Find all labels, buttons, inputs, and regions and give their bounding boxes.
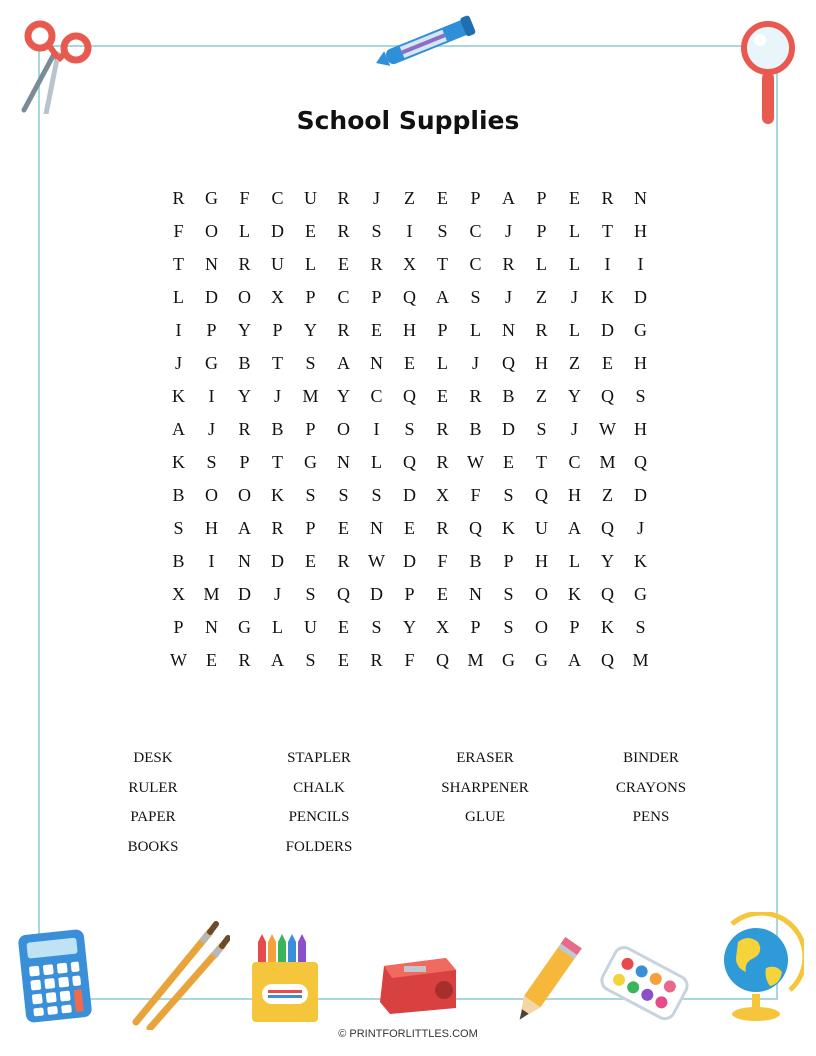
grid-letter: G	[634, 584, 647, 604]
grid-letter: T	[272, 452, 283, 472]
grid-letter: E	[371, 320, 382, 340]
grid-letter: Q	[601, 386, 614, 406]
grid-letter: L	[569, 254, 580, 274]
grid-letter: N	[370, 518, 383, 538]
pen-icon	[370, 14, 486, 70]
grid-letter: O	[205, 221, 218, 241]
grid-letter: R	[337, 188, 350, 208]
grid-letter: Z	[602, 485, 613, 505]
grid-letter: D	[403, 551, 416, 571]
grid-letter: D	[271, 221, 284, 241]
page-title: School Supplies	[296, 106, 520, 135]
grid-letter: Q	[535, 485, 548, 505]
grid-letter: H	[634, 419, 647, 439]
grid-letter: P	[305, 419, 316, 439]
grid-letter: X	[172, 584, 185, 604]
grid-letter: T	[173, 254, 184, 274]
grid-letter: D	[271, 551, 284, 571]
grid-letter: Q	[634, 452, 647, 472]
grid-letter: Y	[403, 617, 416, 637]
grid-letter: R	[271, 518, 284, 538]
grid-letter: I	[373, 419, 380, 439]
grid-letter: Q	[469, 518, 482, 538]
word-list-item: RULER	[128, 779, 178, 796]
grid-letter: R	[238, 650, 251, 670]
grid-letter: U	[535, 518, 548, 538]
word-list-item: PAPER	[130, 809, 176, 825]
word-list-item: BOOKS	[127, 838, 179, 855]
grid-letter: N	[205, 617, 218, 637]
grid-letter: E	[404, 518, 415, 538]
grid-letter: Y	[238, 386, 251, 406]
grid-letter: L	[272, 617, 283, 637]
grid-letter: K	[172, 386, 185, 406]
grid-letter: O	[535, 584, 548, 604]
grid-letter: R	[502, 254, 515, 274]
grid-letter: H	[535, 353, 548, 373]
grid-letter: R	[370, 650, 383, 670]
grid-letter: Y	[238, 320, 251, 340]
grid-letter: J	[174, 353, 182, 373]
grid-letter: B	[172, 485, 185, 505]
grid-letter: Y	[304, 320, 317, 340]
grid-letter: A	[568, 518, 581, 538]
grid-letter: R	[172, 188, 185, 208]
grid-letter: J	[471, 353, 479, 373]
grid-letter: T	[272, 353, 283, 373]
word-list-item: PENCILS	[288, 809, 350, 825]
grid-letter: D	[403, 485, 416, 505]
grid-letter: E	[437, 386, 448, 406]
grid-letter: O	[205, 485, 218, 505]
grid-letter: H	[403, 320, 416, 340]
grid-letter: T	[536, 452, 547, 472]
word-list-item: BINDER	[623, 750, 679, 766]
grid-letter: Z	[536, 386, 547, 406]
grid-letter: M	[203, 584, 220, 604]
grid-letter: H	[634, 221, 647, 241]
grid-letter: I	[406, 221, 413, 241]
grid-letter: D	[502, 419, 515, 439]
grid-letter: H	[205, 518, 218, 538]
grid-letter: J	[372, 188, 380, 208]
grid-letter: K	[502, 518, 515, 538]
grid-letter: B	[238, 353, 251, 373]
grid-letter: A	[337, 353, 350, 373]
grid-letter: M	[599, 452, 616, 472]
grid-letter: S	[503, 584, 514, 604]
grid-letter: J	[570, 419, 578, 439]
grid-letter: A	[172, 419, 185, 439]
grid-letter: L	[569, 551, 580, 571]
grid-letter: G	[304, 452, 317, 472]
grid-letter: E	[437, 188, 448, 208]
grid-letter: N	[205, 254, 218, 274]
grid-letter: R	[469, 386, 482, 406]
grid-letter: E	[338, 650, 349, 670]
grid-letter: S	[305, 584, 316, 604]
grid-letter: P	[470, 188, 481, 208]
grid-letter: T	[602, 221, 613, 241]
word-list	[70, 750, 734, 868]
grid-letter: F	[239, 188, 250, 208]
grid-letter: C	[469, 221, 482, 241]
watercolor-palette-icon	[596, 940, 692, 1028]
grid-letter: Q	[403, 452, 416, 472]
grid-letter: Q	[436, 650, 449, 670]
grid-letter: G	[238, 617, 251, 637]
grid-letter: E	[206, 650, 217, 670]
grid-letter: K	[601, 617, 614, 637]
grid-letter: D	[634, 485, 647, 505]
grid-letter: S	[404, 419, 415, 439]
grid-letter: L	[239, 221, 250, 241]
grid-letter: S	[371, 617, 382, 637]
grid-letter: I	[175, 320, 182, 340]
grid-letter: F	[437, 551, 448, 571]
word-search-grid	[162, 182, 657, 677]
grid-letter: S	[635, 617, 646, 637]
grid-letter: Q	[601, 584, 614, 604]
grid-letter: S	[470, 287, 481, 307]
grid-letter: P	[272, 320, 283, 340]
grid-letter: S	[503, 617, 514, 637]
grid-letter: S	[503, 485, 514, 505]
grid-letter: J	[504, 221, 512, 241]
grid-letter: O	[337, 419, 350, 439]
grid-letter: E	[503, 452, 514, 472]
grid-letter: H	[568, 485, 581, 505]
grid-letter: N	[502, 320, 515, 340]
grid-letter: F	[173, 221, 184, 241]
globe-icon	[712, 912, 804, 1024]
grid-letter: K	[172, 452, 185, 472]
grid-letter: M	[467, 650, 484, 670]
grid-letter: C	[469, 254, 482, 274]
grid-letter: S	[536, 419, 547, 439]
grid-letter: K	[601, 287, 614, 307]
grid-letter: N	[634, 188, 647, 208]
pencil-icon	[506, 930, 586, 1034]
grid-letter: S	[338, 485, 349, 505]
grid-letter: Z	[404, 188, 415, 208]
grid-letter: C	[271, 188, 284, 208]
grid-letter: K	[634, 551, 647, 571]
grid-letter: L	[470, 320, 481, 340]
grid-letter: P	[437, 320, 448, 340]
grid-letter: S	[206, 452, 217, 472]
word-list-item: PENS	[632, 809, 670, 825]
grid-letter: E	[404, 353, 415, 373]
grid-letter: S	[635, 386, 646, 406]
grid-letter: X	[436, 617, 449, 637]
grid-letter: I	[208, 386, 215, 406]
grid-letter: F	[404, 650, 415, 670]
grid-letter: K	[568, 584, 581, 604]
grid-letter: A	[271, 650, 284, 670]
grid-letter: X	[403, 254, 416, 274]
grid-letter: T	[437, 254, 448, 274]
grid-letter: G	[535, 650, 548, 670]
grid-letter: R	[370, 254, 383, 274]
grid-letter: G	[205, 353, 218, 373]
grid-letter: Q	[337, 584, 350, 604]
grid-letter: E	[437, 584, 448, 604]
grid-letter: C	[568, 452, 581, 472]
grid-letter: J	[636, 518, 644, 538]
grid-letter: P	[239, 452, 250, 472]
grid-letter: E	[338, 617, 349, 637]
grid-letter: R	[436, 419, 449, 439]
grid-letter: Q	[403, 386, 416, 406]
grid-letter: A	[502, 188, 515, 208]
grid-letter: S	[371, 485, 382, 505]
grid-letter: P	[305, 287, 316, 307]
grid-letter: E	[338, 518, 349, 538]
grid-letter: L	[173, 287, 184, 307]
grid-letter: E	[305, 221, 316, 241]
grid-letter: S	[305, 353, 316, 373]
grid-letter: A	[238, 518, 251, 538]
grid-letter: Z	[536, 287, 547, 307]
word-list-item: GLUE	[465, 809, 505, 825]
grid-letter: L	[569, 320, 580, 340]
grid-letter: D	[370, 584, 383, 604]
grid-letter: H	[634, 353, 647, 373]
scissors-icon	[18, 14, 98, 114]
grid-letter: D	[601, 320, 614, 340]
grid-letter: R	[601, 188, 614, 208]
grid-letter: R	[535, 320, 548, 340]
grid-letter: P	[536, 188, 547, 208]
grid-letter: P	[569, 617, 580, 637]
grid-letter: Q	[601, 650, 614, 670]
grid-letter: S	[437, 221, 448, 241]
grid-letter: Y	[337, 386, 350, 406]
grid-letter: W	[170, 650, 187, 670]
word-list-item: FOLDERS	[285, 838, 353, 855]
grid-letter: R	[436, 518, 449, 538]
footer-credit: © PRINTFORLITTLES.COM	[338, 1028, 478, 1040]
grid-letter: B	[502, 386, 515, 406]
grid-letter: J	[273, 584, 281, 604]
grid-letter: N	[337, 452, 350, 472]
grid-letter: Y	[568, 386, 581, 406]
grid-letter: S	[173, 518, 184, 538]
grid-letter: K	[271, 485, 284, 505]
grid-letter: L	[536, 254, 547, 274]
grid-letter: U	[271, 254, 284, 274]
grid-letter: N	[238, 551, 251, 571]
word-list-item: ERASER	[456, 750, 514, 766]
grid-letter: Z	[569, 353, 580, 373]
grid-letter: H	[535, 551, 548, 571]
word-list-item: SHARPENER	[441, 779, 529, 796]
grid-letter: R	[238, 254, 251, 274]
grid-letter: P	[536, 221, 547, 241]
grid-letter: E	[338, 254, 349, 274]
grid-letter: Q	[601, 518, 614, 538]
grid-letter: R	[337, 320, 350, 340]
word-list-item: CHALK	[293, 779, 345, 796]
grid-letter: M	[632, 650, 649, 670]
grid-letter: S	[305, 485, 316, 505]
grid-letter: R	[337, 551, 350, 571]
grid-letter: A	[436, 287, 449, 307]
sharpener-icon	[374, 952, 460, 1018]
crayon-box-icon	[248, 932, 322, 1024]
grid-letter: P	[173, 617, 184, 637]
grid-letter: L	[371, 452, 382, 472]
grid-letter: W	[599, 419, 616, 439]
grid-letter: U	[304, 617, 317, 637]
grid-letter: Q	[502, 353, 515, 373]
grid-letter: B	[469, 551, 482, 571]
grid-letter: Y	[601, 551, 614, 571]
grid-letter: L	[305, 254, 316, 274]
grid-letter: B	[172, 551, 185, 571]
grid-letter: D	[205, 287, 218, 307]
grid-letter: B	[469, 419, 482, 439]
grid-letter: L	[437, 353, 448, 373]
grid-letter: F	[470, 485, 481, 505]
grid-letter: M	[302, 386, 319, 406]
grid-letter: P	[503, 551, 514, 571]
grid-letter: A	[568, 650, 581, 670]
grid-letter: O	[238, 287, 251, 307]
grid-letter: S	[305, 650, 316, 670]
grid-letter: E	[602, 353, 613, 373]
grid-letter: G	[205, 188, 218, 208]
grid-letter: J	[504, 287, 512, 307]
grid-letter: P	[371, 287, 382, 307]
grid-letter: R	[337, 221, 350, 241]
grid-letter: J	[207, 419, 215, 439]
grid-letter: E	[569, 188, 580, 208]
grid-letter: I	[208, 551, 215, 571]
grid-letter: R	[436, 452, 449, 472]
grid-letter: D	[634, 287, 647, 307]
grid-letter: Q	[403, 287, 416, 307]
grid-letter: O	[238, 485, 251, 505]
grid-letter: U	[304, 188, 317, 208]
grid-letter: L	[569, 221, 580, 241]
grid-letter: G	[502, 650, 515, 670]
grid-letter: E	[305, 551, 316, 571]
word-list-item: CRAYONS	[615, 779, 687, 796]
word-list-item: DESK	[133, 750, 173, 766]
grid-letter: G	[634, 320, 647, 340]
grid-letter: X	[271, 287, 284, 307]
grid-letter: P	[404, 584, 415, 604]
grid-letter: P	[206, 320, 217, 340]
grid-letter: C	[370, 386, 383, 406]
paintbrushes-icon	[126, 920, 230, 1030]
grid-letter: J	[570, 287, 578, 307]
grid-letter: W	[368, 551, 385, 571]
grid-letter: S	[371, 221, 382, 241]
grid-letter: R	[238, 419, 251, 439]
calculator-icon	[16, 928, 94, 1024]
grid-letter: C	[337, 287, 350, 307]
grid-letter: N	[469, 584, 482, 604]
grid-letter: W	[467, 452, 484, 472]
grid-letter: X	[436, 485, 449, 505]
magnifier-icon	[738, 18, 800, 128]
grid-letter: N	[370, 353, 383, 373]
grid-letter: P	[470, 617, 481, 637]
word-list-item: STAPLER	[287, 750, 351, 766]
grid-letter: P	[305, 518, 316, 538]
grid-letter: D	[238, 584, 251, 604]
grid-letter: J	[273, 386, 281, 406]
grid-letter: I	[637, 254, 644, 274]
grid-letter: I	[604, 254, 611, 274]
grid-letter: B	[271, 419, 284, 439]
grid-letter: O	[535, 617, 548, 637]
